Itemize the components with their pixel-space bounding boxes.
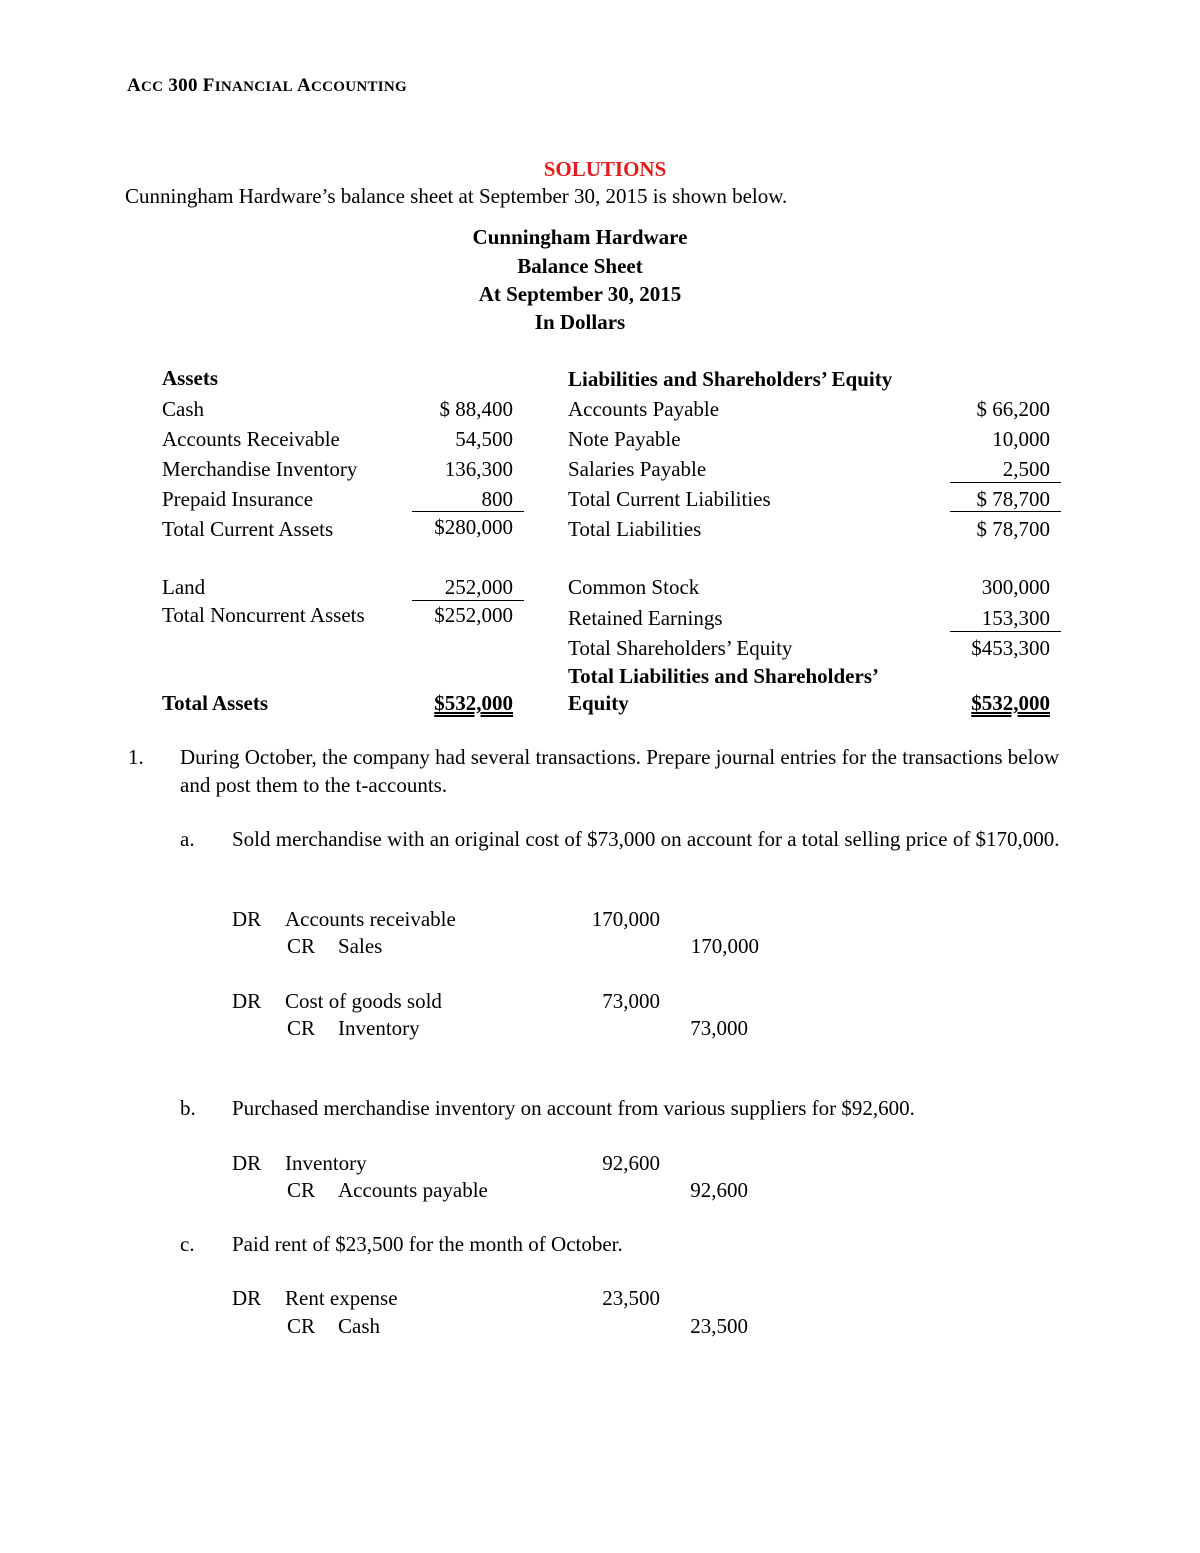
cr-account: Accounts payable bbox=[338, 1178, 488, 1202]
cr-amount: 92,600 bbox=[690, 1178, 748, 1202]
dr-marker: DR bbox=[232, 989, 262, 1013]
liability-label: Salaries Payable bbox=[568, 457, 707, 481]
cr-marker: CR bbox=[287, 1178, 316, 1202]
asset-value: 800 bbox=[481, 487, 513, 511]
part-letter: b. bbox=[180, 1096, 196, 1120]
solutions-label: SOLUTIONS bbox=[543, 157, 667, 181]
subtotal-rule bbox=[950, 511, 1061, 512]
cr-marker: CR bbox=[287, 934, 316, 958]
asset-label: Cash bbox=[162, 397, 204, 421]
company-name: Cunningham Hardware bbox=[472, 225, 688, 249]
dr-account: Cost of goods sold bbox=[285, 989, 442, 1013]
common-stock-label: Common Stock bbox=[568, 575, 700, 599]
dr-amount: 73,000 bbox=[602, 989, 660, 1013]
dr-account: Rent expense bbox=[285, 1286, 398, 1310]
dr-marker: DR bbox=[232, 907, 262, 931]
part-letter: c. bbox=[180, 1232, 195, 1256]
asset-label: Merchandise Inventory bbox=[162, 457, 358, 481]
common-stock-value: 300,000 bbox=[981, 575, 1050, 599]
dr-amount: 170,000 bbox=[591, 907, 660, 931]
assets-heading: Assets bbox=[162, 366, 218, 390]
dr-account: Inventory bbox=[285, 1151, 367, 1175]
total-current-liabilities-value: $ 78,700 bbox=[976, 487, 1050, 511]
liability-value: 10,000 bbox=[992, 427, 1050, 451]
cr-marker: CR bbox=[287, 1016, 316, 1040]
land-value: 252,000 bbox=[444, 575, 513, 599]
asset-value: 54,500 bbox=[455, 427, 513, 451]
cr-marker: CR bbox=[287, 1314, 316, 1338]
total-liabilities-equity-value: $532,000 bbox=[971, 691, 1050, 715]
liability-label: Note Payable bbox=[568, 427, 681, 451]
cr-account: Inventory bbox=[338, 1016, 420, 1040]
total-current-liabilities-label: Total Current Liabilities bbox=[568, 487, 771, 511]
total-liabilities-label: Total Liabilities bbox=[568, 517, 702, 541]
part-letter: a. bbox=[180, 827, 195, 851]
part-text: Paid rent of $23,500 for the month of October. bbox=[232, 1232, 623, 1256]
asset-label: Accounts Receivable bbox=[162, 427, 340, 451]
total-assets-label: Total Assets bbox=[162, 691, 268, 715]
dr-amount: 92,600 bbox=[602, 1151, 660, 1175]
total-noncurrent-assets-value: $252,000 bbox=[434, 603, 513, 627]
total-liabilities-equity-label: Total Liabilities and Shareholders’ bbox=[568, 664, 879, 688]
asset-value: 136,300 bbox=[444, 457, 513, 481]
total-liabilities-equity-label-2: Equity bbox=[568, 691, 629, 715]
subtotal-rule bbox=[950, 482, 1061, 483]
liability-label: Accounts Payable bbox=[568, 397, 720, 421]
cr-amount: 170,000 bbox=[690, 934, 759, 958]
total-assets-value: $532,000 bbox=[434, 691, 513, 715]
total-equity-label: Total Shareholders’ Equity bbox=[568, 636, 793, 660]
liability-value: $ 66,200 bbox=[976, 397, 1050, 421]
dr-account: Accounts receivable bbox=[285, 907, 456, 931]
asset-value: $ 88,400 bbox=[439, 397, 513, 421]
intro-text: Cunningham Hardware’s balance sheet at September 30, 2015 is shown below. bbox=[125, 184, 788, 208]
cr-amount: 23,500 bbox=[690, 1314, 748, 1338]
retained-earnings-value: 153,300 bbox=[981, 606, 1050, 630]
total-liabilities-value: $ 78,700 bbox=[976, 517, 1050, 541]
part-text: Purchased merchandise inventory on account from various suppliers for $92,600. bbox=[232, 1096, 915, 1120]
course-header: ACC 300 FINANCIAL ACCOUNTING bbox=[127, 75, 408, 96]
liability-value: 2,500 bbox=[1002, 457, 1050, 481]
statement-date: At September 30, 2015 bbox=[478, 282, 682, 306]
retained-earnings-label: Retained Earnings bbox=[568, 606, 723, 630]
cr-account: Sales bbox=[338, 934, 383, 958]
dr-marker: DR bbox=[232, 1286, 262, 1310]
dr-marker: DR bbox=[232, 1151, 262, 1175]
statement-units: In Dollars bbox=[534, 310, 626, 334]
total-equity-value: $453,300 bbox=[971, 636, 1050, 660]
subtotal-rule bbox=[950, 631, 1061, 632]
liabilities-equity-heading: Liabilities and Shareholders’ Equity bbox=[568, 367, 893, 391]
question-number: 1. bbox=[128, 745, 144, 769]
total-current-assets-value: $280,000 bbox=[434, 515, 513, 539]
land-label: Land bbox=[162, 575, 206, 599]
asset-label: Prepaid Insurance bbox=[162, 487, 314, 511]
total-noncurrent-assets-label: Total Noncurrent Assets bbox=[162, 603, 365, 627]
subtotal-rule bbox=[412, 511, 524, 512]
dr-amount: 23,500 bbox=[602, 1286, 660, 1310]
part-text: Sold merchandise with an original cost of $73,000 on account for a total selling price of $170,000. bbox=[232, 827, 1060, 851]
statement-title: Balance Sheet bbox=[517, 254, 643, 278]
question-text: During October, the company had several transactions. Prepare journal entries for the transactions below and post them to the t-accounts. bbox=[180, 745, 1060, 797]
total-current-assets-label: Total Current Assets bbox=[162, 517, 334, 541]
cr-amount: 73,000 bbox=[690, 1016, 748, 1040]
cr-account: Cash bbox=[338, 1314, 380, 1338]
